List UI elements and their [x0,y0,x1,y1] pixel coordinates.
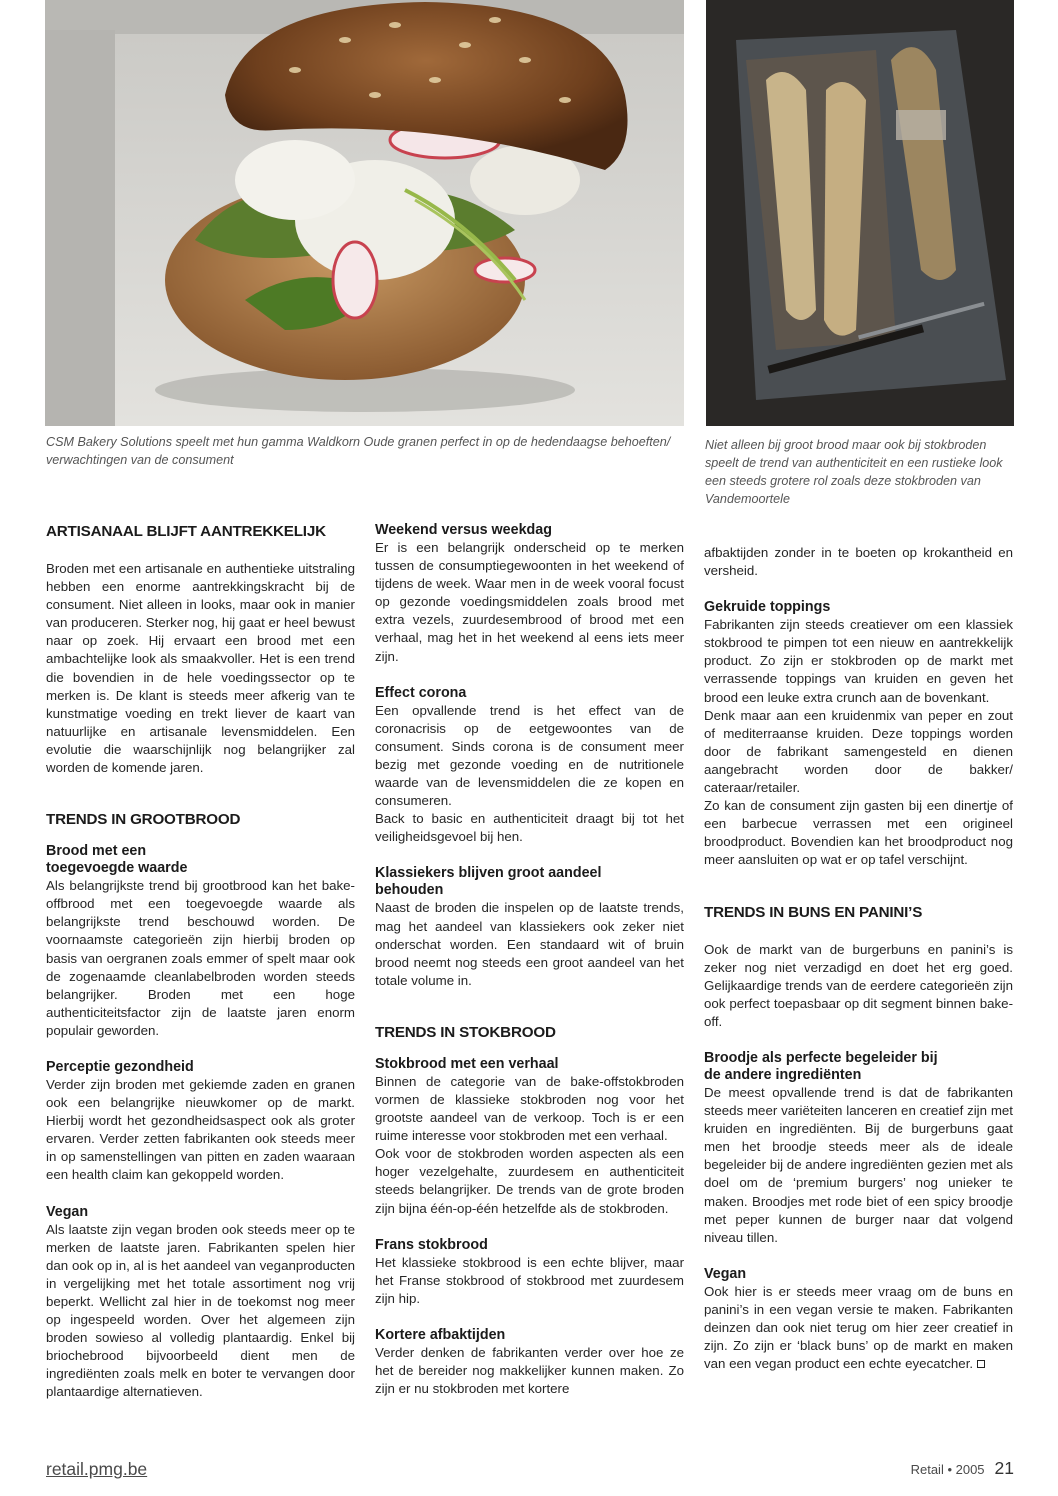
caption-left: CSM Bakery Solutions speelt met hun gamma Waldkorn Oude granen perfect in op de hedendaagse behoeften/ verwachtingen van de consument [46,435,671,467]
paragraph-verhaal-1: Binnen de categorie van de bake-offstokbroden vormen de klassieke stokbroden nog voor het grootste aandeel van de verkoop. Toch is er een ruime interesse voor stokbroden met een verhaal. [375,1073,684,1144]
paragraph-kortere-afbaktijden: Verder denken de fabrikanten verder over hoe ze het de bereider nog makkelijker kunnen maken. Zo zijn er nu stokbroden met kortere [375,1344,684,1397]
footer-issue-info [911,1458,1014,1479]
paragraph-vegan-buns-wrapper [704,1283,1013,1373]
paragraph-klassiekers: Naast de broden die inspelen op de laatste trends, mag het aandeel van klassiekers ook zeker niet onderschat worden. Een standaard wit of bruin brood neemt nog steeds een groot aandeel van het totale volume in. [375,900,684,988]
paragraph-toppings-3: Zo kan de consument zijn gasten bij een dinertje of een barbecue verrassen met een origineel broodproduct. Bovendien kan het broodproduct nog meer aansluiten op wat er op tafel verschijnt. [704,798,1013,868]
heading-trends-grootbrood: TRENDS IN GROOTBROOD [46,811,241,829]
paragraph-perceptie-gezondheid: Verder zijn broden met gekiemde zaden en granen ook een belangrijke nieuwkomer op de markt. Hierbij wordt het gezondheidsaspect ook als groter ervaren. Verder zetten fabrikanten ook steeds meer in op samenstellingen van pitten en zaden waaraan een health claim kan gekoppeld worden. [46,1076,355,1183]
subheading-gekruide-toppings: Gekruide toppings [704,599,831,616]
caption-right: Niet alleen bij groot brood maar ook bij stokbroden speelt de trend van authenticiteit en een rustieke look een steeds grotere rol zoals deze stokbroden van Vandemoortele [705,438,1003,506]
subheading-vegan-buns: Vegan [704,1265,747,1282]
subheading-weekend: Weekend versus weekdag [375,522,552,538]
end-square-icon [977,1360,985,1368]
burger-photo [45,0,684,426]
paragraph-vegan: Als laatste zijn vegan broden ook steeds meer op te merken de laatste jaren. Fabrikanten spelen hier dan ook op in, al is het aandeel van veganproducten in vergelijking met het totale assortiment nog vrij beperkt. Wellicht zal hier in de toekomst nog meer op ingespeeld worden. Over het algemeen zijn broden sowieso al volledig plantaardig. Enkel bij briochebrood bijvoorbeeld dient men de ingrediënten zoals melk en boter te vervangen door plantaardige alternatieven. [46,1221,355,1400]
paragraph-corona-1: Een opvallende trend is het effect van de coronacrisis op de eetgewoontes van de consument. Sinds corona is de consument meer bezig met gezonde voeding en de nutritionele waarde van de levensmiddelen die ze kopen en consumeren. [375,702,684,809]
paragraph-weekend: Er is een belangrijk onderscheid op te merken tussen de consumptiegewoonten in het weekend of tijdens de week. Waar men in de week vooral focust op gezonde voedingsmiddelen zoals brood met extra vezels, zuurdesembrood of brood met een verhaal, mag het in het weekend al eens iets meer zijn. [375,540,684,664]
column-2 [375,522,684,1398]
paragraph-toppings-2: Denk maar aan een kruidenmix van peper en zout of mediterraanse kruiden. Deze toppings worden door de fabrikant samengesteld en dienen aangebracht worden door de bakker/ cateraar/retailer. [704,707,1013,796]
subheading-begeleider-line1: Broodje als perfecte begeleider bij [704,1049,938,1066]
paragraph-frans-stokbrood: Het klassieke stokbrood is een echte blijver, maar het Franse stokbrood of stokbrood met zuurdesem zijn hip. [375,1254,684,1306]
subheading-stokbrood-verhaal: Stokbrood met een verhaal [375,1055,559,1072]
footer-issue: Retail • 2005 [910,1462,985,1477]
page-number: 21 [994,1458,1014,1478]
subheading-klassiekers-line1: Klassiekers blijven groot aandeel [375,865,602,882]
paragraph-vegan-buns: Ook hier is er steeds meer vraag om de buns en panini’s in een vegan versie te maken. Fabrikanten deinzen dan ook niet terug om hier zeer creatief in zijn. Zo zijn er ‘black buns’ op de markt en maken van een vegan product een echte eyecatcher. [704,1283,1013,1372]
baguettes-photo [706,0,1014,426]
paragraph-corona-2: Back to basic en authenticiteit draagt bij tot het veiligheidsgevoel bij hen. [375,811,684,845]
burger-illustration [45,0,684,426]
subheading-kortere-afbaktijden: Kortere afbaktijden [375,1326,506,1343]
subheading-perceptie-gezondheid: Perceptie gezondheid [46,1058,194,1075]
paragraph-verhaal-2: Ook voor de stokbroden worden aspecten als een hoger vezelgehalte, zuurdesem en authenticiteit steeds belangrijker. De trends van de grote broden zijn bijna één-op-één hetzelfde als de stokbroden. [375,1146,684,1216]
footer-website-link[interactable]: retail.pmg.be [46,1459,148,1479]
column-3 [704,544,1013,1373]
subheading-effect-corona: Effect corona [375,684,467,701]
paragraph-afbaktijden-continued: afbaktijden zonder in te boeten op krokantheid en versheid. [704,545,1013,579]
heading-trends-stokbrood: TRENDS IN STOKBROOD [375,1023,556,1041]
heading-trends-buns: TRENDS IN BUNS EN PANINI’S [704,903,923,921]
subheading-toegevoegde-waarde-line2: toegevoegde waarde [46,860,188,877]
paragraph-toegevoegde-waarde: Als belangrijkste trend bij grootbrood kan het bake-offbrood met een toegevoegde waarde als belangrijkste trend beschouwd worden. De voornaamste categorieën zijn hierbij broden op basis van oergranen zoals emmer of spelt maar ook de zogenaamde cleanlabelbroden worden steeds belangrijker. Broden met een hoge authenticiteitsfactor zijn de laatste jaren enorm populair geworden. [46,878,355,1038]
baguettes-illustration [706,0,1014,426]
subheading-vegan: Vegan [46,1203,89,1220]
subheading-klassiekers-line2: behouden [375,882,444,899]
subheading-begeleider-line2: de andere ingrediënten [704,1066,862,1083]
paragraph-buns: Ook de markt van de burgerbuns en panini’s is zeker nog niet verzadigd en doet het erg goed. Gelijkaardige trends van de eerdere categorieën zijn ook perfect toepasbaar op dit segment binnen bake-off. [704,941,1013,1029]
column-1 [46,522,355,1401]
heading-artisanaal: ARTISANAAL BLIJFT AANTREKKELIJK [46,523,326,540]
subheading-frans-stokbrood: Frans stokbrood [375,1236,488,1253]
paragraph-toppings-1: Fabrikanten zijn steeds creatiever om een klassiek stokbrood te pimpen tot een nieuw en aantrekkelijk product. Zo zijn er stokbroden op de markt met verrassende toppings van kruiden en geven het brood een leuke extra crunch aan de bovenkant. [704,617,1013,705]
subheading-toegevoegde-waarde-line1: Brood met een [46,843,147,860]
paragraph-artisanaal: Broden met een artisanale en authentieke uitstraling hebben een enorme aantrekkingskracht bij de consument. Niet alleen in looks, maar ook in manier van produceren. Sterker nog, hij gaat er heel bewust naar op zoek. Hij ervaart een brood met een ambachtelijke look als smaakvoller. Het is een trend die bovendien in de hele voedingssector op te merken is. De klant is steeds meer afkerig van te kunstmatige voeding en trekt liever de kaart van natuurlijke en artisanale levensmiddelen. Een evolutie die waarschijnlijk nog belangrijker zal worden de komende jaren. [46,561,355,776]
paragraph-begeleider: De meest opvallende trend is dat de fabrikanten steeds meer variëteiten lanceren en creatief zijn met kruiden en ingrediënten. Bij de burgerbuns gaat men het broodje steeds meer als de ideale begeleider bij de andere ingrediënten gezien met als doel om de ‘premium burgers’ nog unieker te maken. Broodjes met rode biet of een spicy broodje met peper kunnen de burger naar dat volgend niveau tillen. [704,1084,1013,1245]
